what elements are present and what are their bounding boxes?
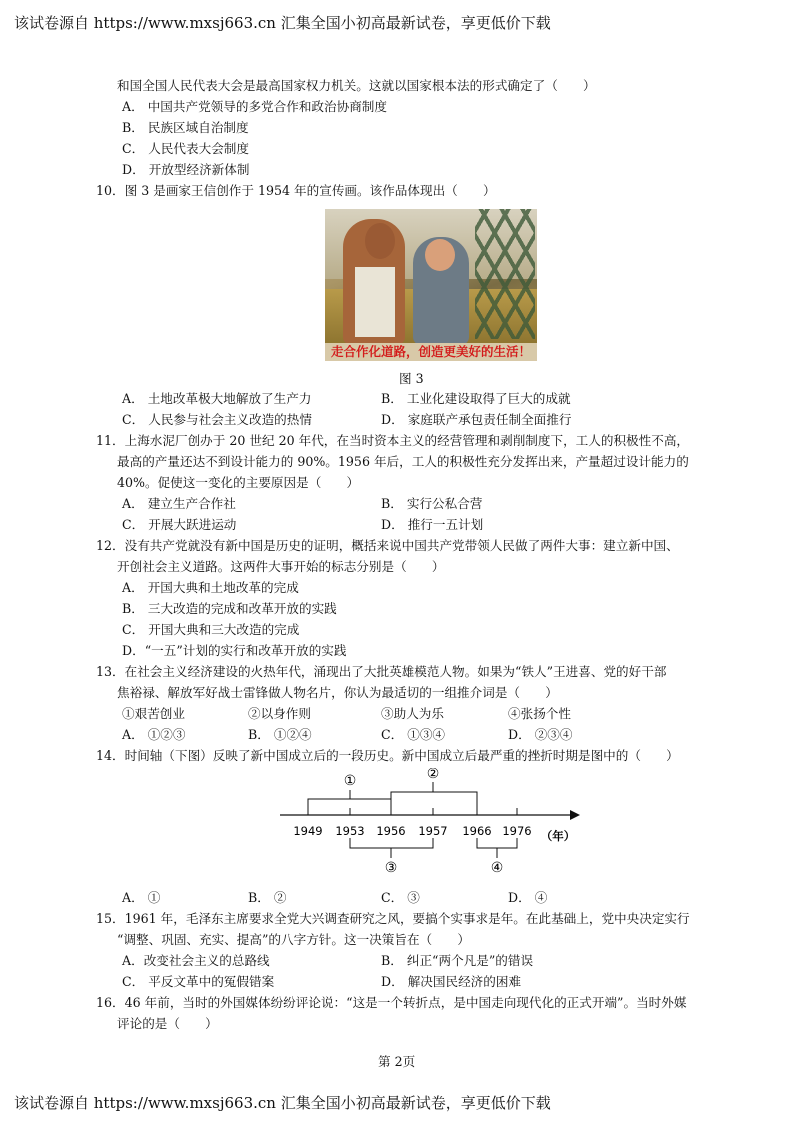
bracket-4 [477,838,517,848]
bracket-1 [308,799,391,808]
q14-option-c: C． ③ [381,890,420,905]
q14-stem: 14．时间轴（下图）反映了新中国成立后的一段历史。新中国成立后最严重的挫折时期是图中的（ ） [96,748,679,763]
q10-option-c: C． 人民参与社会主义改造的热情 [122,412,312,427]
q16-line1: 16．46 年前，当时的外国媒体纷纷评论说：“这是一个转折点，是中国走向现代化的正式开端”。当时外媒 [96,995,687,1010]
bracket-3 [350,838,433,848]
q10-option-a: A． 土地改革极大地解放了生产力 [122,391,312,406]
q13-line2: 焦裕禄、解放军好战士雷锋做人物名片，你认为最适切的一组推介词是（ ） [117,685,558,700]
q14-option-b: B． ② [248,890,287,905]
q13-option-d: D． ②③④ [508,727,573,742]
q15-line1: 15．1961 年，毛泽东主席要求全党大兴调查研究之风，要搞个实事求是年。在此基础上，党中央决定实行 [96,911,690,926]
q10-option-d: D． 家庭联产承包责任制全面推行 [381,412,572,427]
q15-line2: “调整、巩固、充实、提高”的八字方针。这一决策旨在（ ） [117,932,470,947]
q15-option-c: C． 平反文革中的冤假错案 [122,974,275,989]
q11-option-c: C． 开展大跃进运动 [122,517,237,532]
year-label-1956: 1956 [376,824,406,838]
q13-line1: 13．在社会主义经济建设的火热年代，涌现出了大批英雄模范人物。如果为“铁人”王进喜、党的好干部 [96,664,667,679]
page-footer: 该试卷源自 https://www.mxsj663.cn 汇集全国小初高最新试卷，享更低价下载 [14,1094,551,1112]
q13-item-1: ①艰苦创业 [122,706,185,721]
q12-option-d: D．“一五”计划的实行和改革开放的实践 [122,643,347,658]
q11-line1: 11．上海水泥厂创办于 20 世纪 20 年代，在当时资本主义的经营管理和剥削制度下，工人的积极性不高， [96,433,690,448]
marker-3: ③ [384,860,398,876]
year-label-1953: 1953 [335,824,365,838]
timeline-diagram [270,768,600,880]
figure-label: 图 3 [399,371,424,386]
year-label-1957: 1957 [418,824,448,838]
q12-line2: 开创社会主义道路。这两件大事开始的标志分别是（ ） [117,559,445,574]
q11-line3: 40%。促使这一变化的主要原因是（ ） [117,475,360,490]
q12-line1: 12．没有共产党就没有新中国是历史的证明，概括来说中国共产党带领人民做了两件大事：建立新中国、 [96,538,679,553]
q11-option-a: A． 建立生产合作社 [122,496,236,511]
timeline-arrow [570,810,580,820]
q13-option-c: C． ①③④ [381,727,446,742]
q11-option-d: D． 推行一五计划 [381,517,484,532]
timeline-unit: （年） [540,829,576,843]
q9-option-b: B． 民族区域自治制度 [122,120,249,135]
poster-power-tower [475,209,535,339]
q14-option-d: D． ④ [508,890,548,905]
marker-1: ① [343,773,357,789]
q13-option-a: A． ①②③ [122,727,186,742]
year-label-1966: 1966 [462,824,492,838]
q11-option-b: B． 实行公私合营 [381,496,483,511]
q13-item-2: ②以身作则 [248,706,311,721]
q13-option-b: B． ①②④ [248,727,312,742]
q15-option-a: A．改变社会主义的总路线 [122,953,270,968]
marker-4: ④ [490,860,504,876]
poster-male-face [365,223,395,259]
q12-option-a: A． 开国大典和土地改革的完成 [122,580,299,595]
q16-line2: 评论的是（ ） [117,1016,218,1031]
propaganda-poster-image [325,209,537,361]
q13-item-4: ④张扬个性 [508,706,571,721]
q12-option-c: C． 开国大典和三大改造的完成 [122,622,300,637]
q15-option-b: B． 纠正“两个凡是”的错误 [381,953,534,968]
bracket-2 [391,792,477,808]
poster-caption: 走合作化道路，创造更美好的生活！ [325,343,537,361]
q13-item-3: ③助人为乐 [381,706,444,721]
q10-stem: 10．图 3 是画家王信创作于 1954 年的宣传画。该作品体现出（ ） [96,183,496,198]
q9-option-a: A． 中国共产党领导的多党合作和政治协商制度 [122,99,387,114]
poster-female-face [425,239,455,271]
year-label-1976: 1976 [502,824,532,838]
q11-line2: 最高的产量还达不到设计能力的 90%。1956 年后，工人的积极性充分发挥出来，产量超过设计能力的 [117,454,689,469]
page-header: 该试卷源自 https://www.mxsj663.cn 汇集全国小初高最新试卷，享更低价下载 [14,14,551,32]
q14-option-a: A． ① [122,890,161,905]
q9-option-c: C． 人民代表大会制度 [122,141,249,156]
q15-option-d: D． 解决国民经济的困难 [381,974,522,989]
q10-option-b: B． 工业化建设取得了巨大的成就 [381,391,571,406]
page-number: 第 2页 [378,1054,416,1069]
q9-option-d: D． 开放型经济新体制 [122,162,250,177]
q9-tail: 和国全国人民代表大会是最高国家权力机关。这就以国家根本法的形式确定了（ ） [117,78,596,93]
year-label-1949: 1949 [293,824,323,838]
marker-2: ② [426,768,440,782]
q12-option-b: B． 三大改造的完成和改革开放的实践 [122,601,337,616]
poster-male-shirt [355,267,395,337]
